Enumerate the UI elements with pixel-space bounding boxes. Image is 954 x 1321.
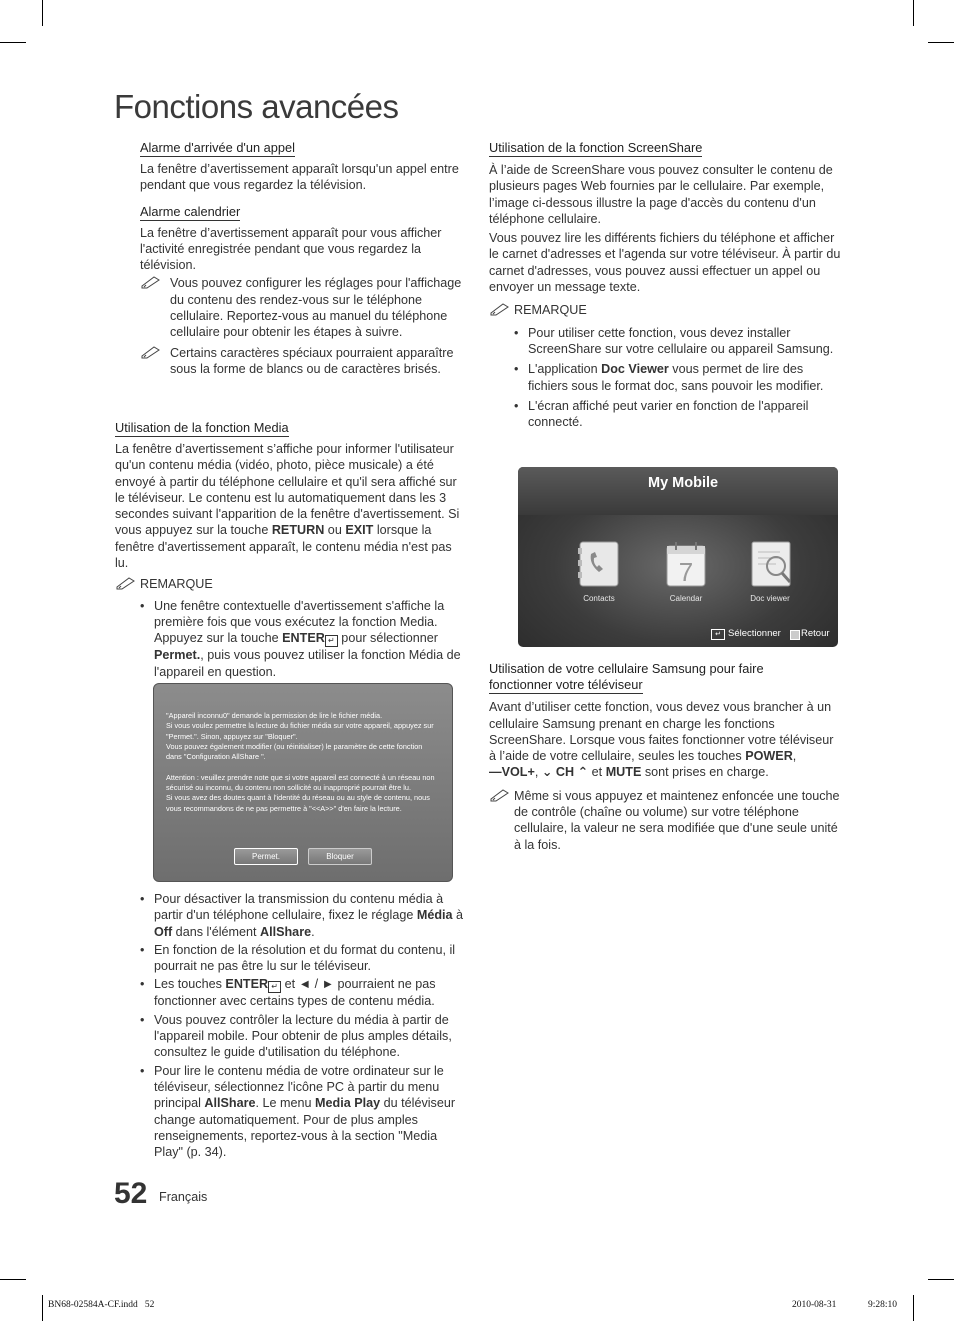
pencil-note-icon [115, 576, 137, 590]
page-number: 52 [114, 1177, 148, 1210]
footer-file: BN68-02584A-CF.indd 52 [48, 1300, 155, 1310]
crop-mark [0, 42, 26, 43]
section-heading: Utilisation de la fonction Media [115, 420, 289, 435]
note [140, 345, 465, 378]
list-item: • Une fenêtre contextuelle d'avertissement s'affiche la première fois que vous exécutez la fonction Media. Appuyez sur la touche ENTER ↵ pour sélectionner Permet., puis vous pouvez utiliser la fonction Média de l'appareil en question. [115, 598, 465, 680]
list-item: • L'écran affiché peut varier en fonction de l'appareil connecté. [489, 398, 841, 431]
permission-dialog [153, 683, 453, 882]
app-label: Contacts [583, 594, 615, 603]
crop-mark [0, 1279, 26, 1280]
left-column [140, 140, 465, 377]
select-hint: Sélectionner [728, 628, 781, 639]
enter-icon: ↵ [325, 635, 338, 647]
list-item: • En fonction de la résolution et du format du contenu, il pourrait ne pas être lu sur le téléviseur. [115, 942, 465, 975]
crop-mark [913, 1295, 914, 1321]
calendar-day: 7 [678, 557, 694, 587]
paragraph: La fenêtre d’avertissement s’affiche pour informer l'utilisateur qu'un contenu média (vidéo, photo, pièce musicale) a été envoyé à partir du téléphone cellulaire et qu'il sera affiché sur le téléviseur. Le contenu est lu automatiquement dans les 3 secondes suivant l'apparition de la fenêtre d'avertissement. Si vous appuyez sur la touche RETURN ou EXIT lorsque la fenêtre d'avertissement apparaît, le contenu média n'est pas lu. [115, 442, 460, 571]
footer-time: 9:28:10 [868, 1300, 898, 1310]
left-column-media [115, 420, 465, 680]
crop-mark [42, 1295, 43, 1321]
exit-key: EXIT [345, 523, 374, 538]
remarque-list-continued [115, 891, 465, 1160]
list-item: • L'application Doc Viewer vous permet de lire des fichiers sous le format doc, sans pouvoir les modifier. [489, 361, 841, 394]
dialog-message: "Appareil inconnu0" demande la permission de lire le fichier média. Si vous voulez permettre la lecture du fichier média sur votre appareil, appuyez sur "Permet.". Sinon, appuyez sur "Bloquer". Vous pouvez également modifier (ou réinitialiser) le paramètre de cette fonction dans "Configuration AllShare ". Attention : veuillez prendre note que si votre appareil est connecté à un réseau non sécurisé ou inconnu, du contenu non sollicité ou inapproprié pourrait être lu. Si vous avez des doutes quant à l'identité du réseau ou au style de contenu, nous vous recommandons de ne pas permettre à "<<A>>" d'en faire la lecture. [166, 711, 435, 813]
section-heading: Alarme d'arrivée d'un appel [140, 140, 295, 155]
note-text: Même si vous appuyez et maintenez enfoncée une touche de contrôle (chaîne ou volume) sur votre téléphone cellulaire, la valeur ne sera modifiée que d'une seule unité à la fois. [514, 788, 840, 852]
note [140, 275, 465, 340]
block-button[interactable]: Bloquer [308, 848, 372, 865]
return-key: RETURN [271, 523, 325, 538]
right-column-samsung [489, 661, 841, 853]
list-item: • Pour lire le contenu média de votre ordinateur sur le téléviseur, sélectionnez l'icône PC à partir du menu principal AllShare. Le menu Media Play du téléviseur change automatiquement. Pour de plus amples renseignements, reportez-vous à la section "Media Play" (p. 34). [115, 1063, 465, 1161]
enter-icon: ↵ [268, 981, 281, 993]
note [489, 788, 841, 853]
page-title: Fonctions avancées [114, 88, 399, 125]
pencil-note-icon [140, 345, 162, 359]
list-item: • Pour désactiver la transmission du contenu média à partir d'un téléphone cellulaire, fixez le réglage Média à Off dans l'élément AllShare. [115, 891, 465, 940]
section-heading: Alarme calendrier [140, 203, 241, 219]
paragraph: Vous pouvez lire les différents fichiers du téléphone et afficher le carnet d'adresses et l'agenda sur votre téléviseur. À partir du carnet d'adresses, vous pouvez aussi effectuer un appel ou envoyer un message texte. [489, 231, 841, 295]
crop-mark [42, 0, 43, 26]
remarque-list [115, 598, 465, 680]
crop-mark [928, 42, 954, 43]
return-icon [790, 630, 800, 640]
crop-mark [913, 0, 914, 26]
paragraph: La fenêtre d’avertissement apparaît pour vous afficher l'activité enregistrée pendant que vous regardez la télévision. [140, 225, 442, 273]
calendar-icon[interactable] [664, 540, 708, 588]
plus-icon: + [527, 765, 535, 780]
note-text: Certains caractères spéciaux pourraient apparaître sous la forme de blancs ou de caractères brisés. [170, 345, 454, 376]
pencil-note-icon [489, 302, 511, 316]
section-heading: Utilisation de la fonction ScreenShare [489, 140, 703, 155]
list-item: • Pour utiliser cette fonction, vous devez installer ScreenShare sur votre cellulaire ou appareil Samsung. [489, 325, 841, 358]
pencil-note-icon [140, 275, 162, 289]
section-heading: Utilisation de votre cellulaire Samsung pour faire [489, 661, 764, 676]
list-item: • Les touches ENTER ↵ et ◄ / ► pourraient ne pas fonctionner avec certains types de contenu média. [115, 976, 465, 1009]
remarque-list [489, 325, 841, 431]
remarque-label: REMARQUE [115, 576, 465, 592]
paragraph: Avant d’utiliser cette fonction, vous devez vous brancher à un cellulaire Samsung prenant en charge les fonctions ScreenShare. Lorsque vous faites fonctionner votre téléviseur à l’aide de votre cellulaire, seules les touches POWER, —VOL+, ⌄ CH ⌃ et MUTE sont prises en charge. [489, 700, 834, 780]
right-column [489, 140, 841, 430]
remarque-label: REMARQUE [489, 302, 841, 318]
pencil-note-icon [489, 788, 511, 802]
back-hint: Retour [801, 628, 830, 639]
contacts-icon[interactable] [577, 540, 621, 588]
chevron-up-icon: ⌃ [577, 765, 589, 780]
paragraph: La fenêtre d’avertissement apparaît lorsqu'un appel entre pendant que vous regardez la télévision. [140, 162, 459, 193]
page-language: Français [159, 1190, 208, 1204]
enter-icon: ↵ [711, 629, 725, 640]
app-label: Doc viewer [750, 594, 790, 603]
section-heading: fonctionner votre téléviseur [489, 677, 643, 693]
app-label: Calendar [669, 594, 703, 603]
my-mobile-screen [518, 467, 838, 647]
chevron-down-icon: ⌄ [541, 765, 553, 780]
doc-viewer-icon[interactable] [750, 540, 794, 588]
list-item: • Vous pouvez contrôler la lecture du média à partir de l'appareil mobile. Pour obtenir de plus amples détails, consultez le guide d'utilisation du téléphone. [115, 1012, 465, 1061]
permit-button[interactable]: Permet. [234, 848, 298, 865]
mobile-title: My Mobile [648, 475, 719, 491]
note-text: Vous pouvez configurer les réglages pour l'affichage du contenu des rendez-vous sur le téléphone cellulaire. Reportez-vous au manuel du téléphone cellulaire pour obtenir les étapes à suivre. [170, 276, 462, 340]
crop-mark [928, 1279, 954, 1280]
left-column-bullets [115, 891, 465, 1160]
footer-date: 2010-08-31 [792, 1300, 837, 1310]
paragraph: À l’aide de ScreenShare vous pouvez consulter le contenu de plusieurs pages Web fournies par le cellulaire. Par exemple, l’image ci-dessous illustre la page d'accès du contenu d'un téléphone cellulaire. [489, 163, 833, 226]
